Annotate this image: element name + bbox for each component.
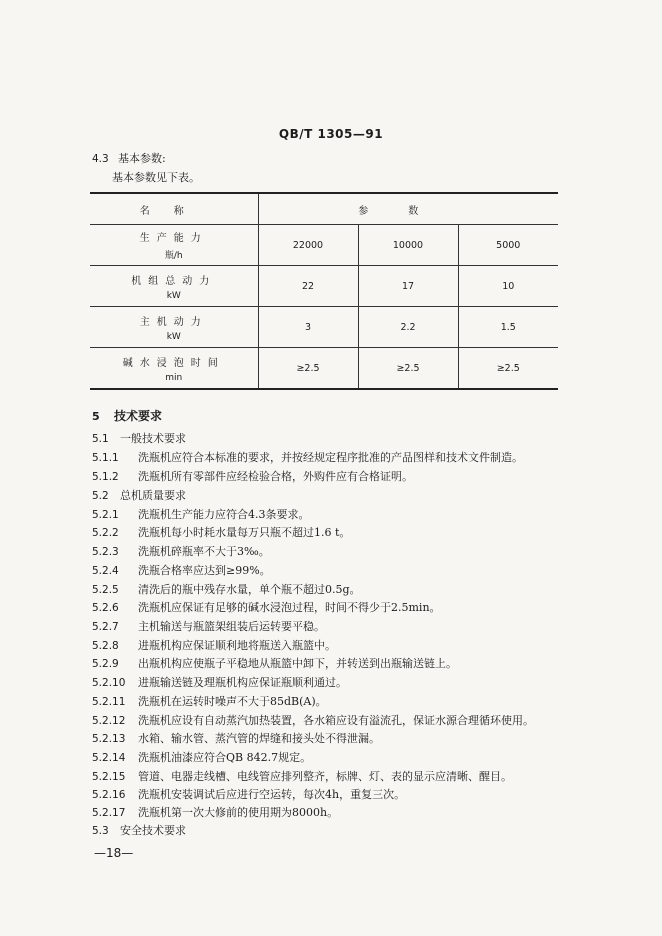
clause-item: 5.2.1 洗瓶机生产能力应符合4.3条要求。 (92, 508, 310, 521)
clause-item: 5.2.8 进瓶机构应保证顺利地将瓶送入瓶篮中。 (92, 639, 336, 652)
param-value-cell: 5000 (458, 225, 558, 266)
param-value-cell: 22 (258, 266, 358, 307)
basic-parameters-table (90, 192, 558, 390)
clause-item: 5.2.2 洗瓶机每小时耗水量每万只瓶不超过1.6 t。 (92, 526, 351, 539)
clause-item: 5.2.17 洗瓶机第一次大修前的使用期为8000h。 (92, 806, 339, 819)
header-name-cell: 名称 (90, 193, 258, 225)
clause-item: 5.2.15 管道、电器走线槽、电线管应排列整齐，标牌、灯、表的显示应清晰、醒目。 (92, 770, 512, 783)
clause-item: 5.2.10 进瓶输送链及理瓶机构应保证瓶顺利通过。 (92, 676, 347, 689)
clause-item: 5.2.13 水箱、输水管、蒸汽管的焊缝和接头处不得泄漏。 (92, 732, 380, 745)
param-value-cell: 2.2 (358, 307, 458, 348)
param-value-cell: ≥2.5 (358, 348, 458, 390)
table-header-row (90, 193, 558, 225)
clause-item: 5.2.9 出瓶机构应使瓶子平稳地从瓶篮中卸下，并转送到出瓶输送链上。 (92, 657, 457, 670)
clause-item: 5.2 总机质量要求 (92, 489, 186, 502)
chapter-number: 5 (92, 410, 100, 423)
chapter-title: 技术要求 (114, 409, 163, 423)
clause-item: 5.1.1 洗瓶机应符合本标准的要求，并按经规定程序批准的产品图样和技术文件制造。 (92, 451, 523, 464)
clause-item: 5.2.14 洗瓶机油漆应符合QB 842.7规定。 (92, 751, 312, 764)
clause-item: 5.2.16 洗瓶机安装调试后应进行空运转，每次4h，重复三次。 (92, 788, 406, 801)
table-row (90, 348, 558, 390)
standard-code: QB/T 1305—91 (278, 127, 384, 141)
clause-item: 5.2.3 洗瓶机碎瓶率不大于3‰。 (92, 545, 270, 558)
section-number: 4.3 (92, 153, 109, 165)
clause-item: 5.2.6 洗瓶机应保证有足够的碱水浸泡过程，时间不得少于2.5min。 (92, 601, 441, 614)
header-params-cell: 参数 (258, 193, 558, 225)
param-value-cell: 10000 (358, 225, 458, 266)
param-value-cell: 17 (358, 266, 458, 307)
clause-item: 5.2.7 主机输送与瓶篮架组装后运转要平稳。 (92, 620, 325, 633)
param-value-cell: 10 (458, 266, 558, 307)
param-value-cell: 22000 (258, 225, 358, 266)
table-row (90, 266, 558, 307)
param-value-cell: 3 (258, 307, 358, 348)
clause-item: 5.1.2 洗瓶机所有零部件应经检验合格，外购件应有合格证明。 (92, 470, 413, 483)
clause-item: 5.2.11 洗瓶机在运转时噪声不大于85dB(A)。 (92, 695, 327, 708)
clause-item: 5.1 一般技术要求 (92, 432, 186, 445)
clause-item: 5.2.4 洗瓶合格率应达到≥99%。 (92, 564, 271, 577)
section-4-3-heading (92, 152, 166, 166)
param-name-cell: 碱水浸泡时间 min (90, 348, 258, 390)
table-intro: 基本参数见下表。 (112, 171, 200, 184)
clause-item: 5.2.5 清洗后的瓶中残存水量，单个瓶不超过0.5g。 (92, 583, 361, 596)
param-name-cell: 生产能力 瓶/h (90, 225, 258, 266)
param-name-cell: 主机动力 kW (90, 307, 258, 348)
chapter-5-heading (92, 407, 162, 424)
param-value-cell: 1.5 (458, 307, 558, 348)
param-name-cell: 机组总动力 kW (90, 266, 258, 307)
page-number: —18— (94, 846, 134, 860)
param-value-cell: ≥2.5 (258, 348, 358, 390)
section-title: 基本参数: (118, 152, 166, 165)
table-row (90, 307, 558, 348)
table-row (90, 225, 558, 266)
clause-item: 5.2.12 洗瓶机应设有自动蒸汽加热装置，各水箱应设有溢流孔，保证水源合理循环使用。 (92, 714, 534, 727)
clause-item: 5.3 安全技术要求 (92, 824, 186, 837)
param-value-cell: ≥2.5 (458, 348, 558, 390)
